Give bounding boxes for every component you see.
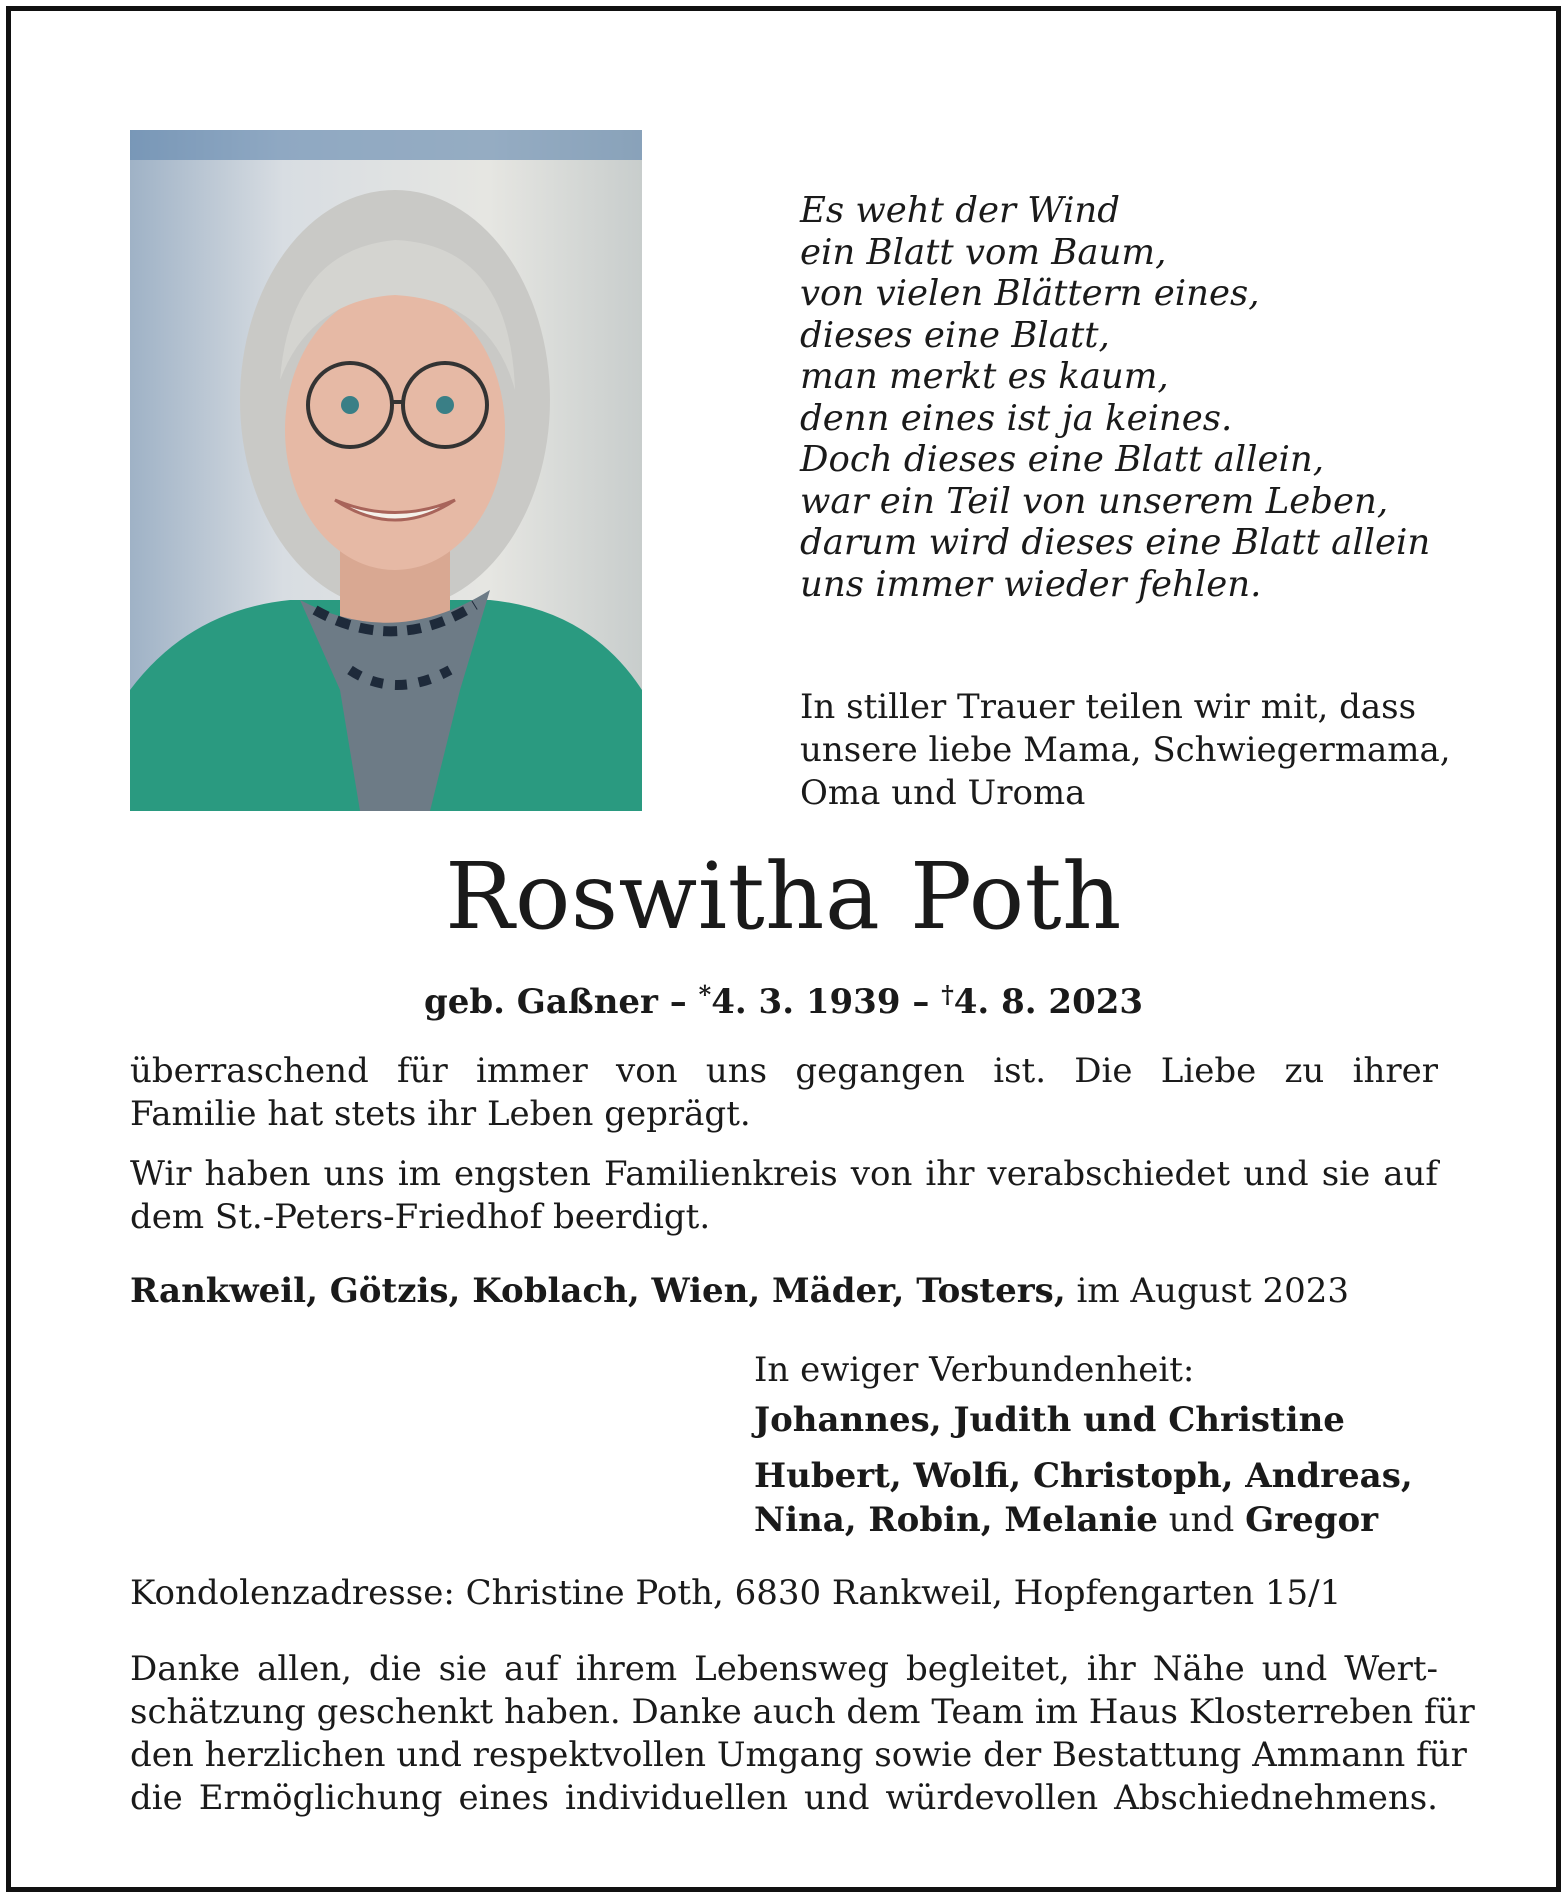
family-heading: In ewiger Verbundenheit: bbox=[754, 1350, 1195, 1390]
poem-line: war ein Teil von unserem Leben, bbox=[800, 480, 1389, 522]
death-date: 4. 8. 2023 bbox=[953, 982, 1144, 1022]
paragraph-line: Familie hat stets ihr Leben geprägt. bbox=[130, 1094, 751, 1134]
thanks-line: Danke allen, die sie auf ihrem Lebensweg begleitet, ihr Nähe und Wert- bbox=[130, 1649, 1438, 1689]
separator-dash: – bbox=[912, 982, 930, 1022]
family-grandchildren bbox=[754, 1454, 1474, 1542]
poem-line: ein Blatt vom Baum, bbox=[800, 231, 1167, 273]
thanks-line: die Ermöglichung eines individuellen und würdevollen Abschiednehmens. bbox=[130, 1778, 1438, 1818]
intro-line: Oma und Uroma bbox=[800, 773, 1086, 813]
grandchildren-line-2: Nina, Robin, Melanie bbox=[754, 1500, 1158, 1540]
paragraph-line: überraschend für immer von uns gegangen ist. Die Liebe zu ihrer bbox=[130, 1051, 1438, 1091]
announcement-intro bbox=[800, 686, 1451, 815]
separator-dash: – bbox=[669, 982, 687, 1022]
intro-line: In stiller Trauer teilen wir mit, dass bbox=[800, 687, 1417, 727]
poem-line: darum wird dieses eine Blatt allein bbox=[800, 522, 1431, 563]
family-children bbox=[754, 1398, 1474, 1442]
poem-line: dieses eine Blatt, bbox=[800, 314, 1110, 356]
places-towns: Rankweil, Götzis, Koblach, Wien, Mäder, Tosters, bbox=[130, 1271, 1066, 1311]
grandchildren-line-1: Hubert, Wolfi, Christoph, Andreas, bbox=[754, 1456, 1413, 1496]
portrait-illustration bbox=[130, 130, 642, 811]
poem-line: man merkt es kaum, bbox=[800, 356, 1169, 397]
birth-death-line bbox=[0, 973, 1567, 1024]
portrait-photo bbox=[130, 130, 642, 811]
paragraph-passing bbox=[130, 1050, 1438, 1136]
birth-date: 4. 3. 1939 bbox=[711, 982, 901, 1022]
places-date-line bbox=[130, 1270, 1438, 1313]
poem-line: uns immer wieder fehlen. bbox=[800, 563, 1262, 605]
poem-line: Doch dieses eine Blatt allein, bbox=[800, 439, 1325, 480]
thanks-paragraph bbox=[130, 1648, 1475, 1820]
paragraph-line: Wir haben uns im engsten Familienkreis von ihr verabschiedet und sie auf bbox=[130, 1154, 1438, 1194]
poem bbox=[800, 190, 1500, 605]
paragraph-burial bbox=[130, 1153, 1438, 1239]
children-names: Johannes, Judith und Christine bbox=[754, 1400, 1345, 1440]
grandchildren-und: und bbox=[1168, 1500, 1235, 1540]
poem-line: von vielen Blättern eines, bbox=[800, 273, 1260, 314]
paragraph-line: dem St.-Peters-Friedhof beerdigt. bbox=[130, 1197, 711, 1237]
born-symbol: * bbox=[698, 980, 712, 1009]
maiden-name: geb. Gaßner bbox=[423, 982, 658, 1022]
thanks-line: schätzung geschenkt haben. Danke auch dem Team im Haus Klosterreben für bbox=[130, 1692, 1475, 1732]
poem-line: Es weht der Wind bbox=[800, 190, 1121, 231]
deceased-name: Roswitha Poth bbox=[445, 843, 1122, 950]
thanks-line: den herzlichen und respektvollen Umgang sowie der Bestattung Ammann für bbox=[130, 1735, 1467, 1775]
condolence-address: Kondolenzadresse: Christine Poth, 6830 Rankweil, Hopfengarten 15/1 bbox=[130, 1573, 1342, 1613]
intro-line: unsere liebe Mama, Schwiegermama, bbox=[800, 730, 1451, 770]
poem-line: denn eines ist ja keines. bbox=[800, 397, 1233, 439]
died-symbol: † bbox=[941, 980, 954, 1009]
places-date: im August 2023 bbox=[1076, 1271, 1349, 1311]
grandchildren-last: Gregor bbox=[1245, 1500, 1379, 1540]
